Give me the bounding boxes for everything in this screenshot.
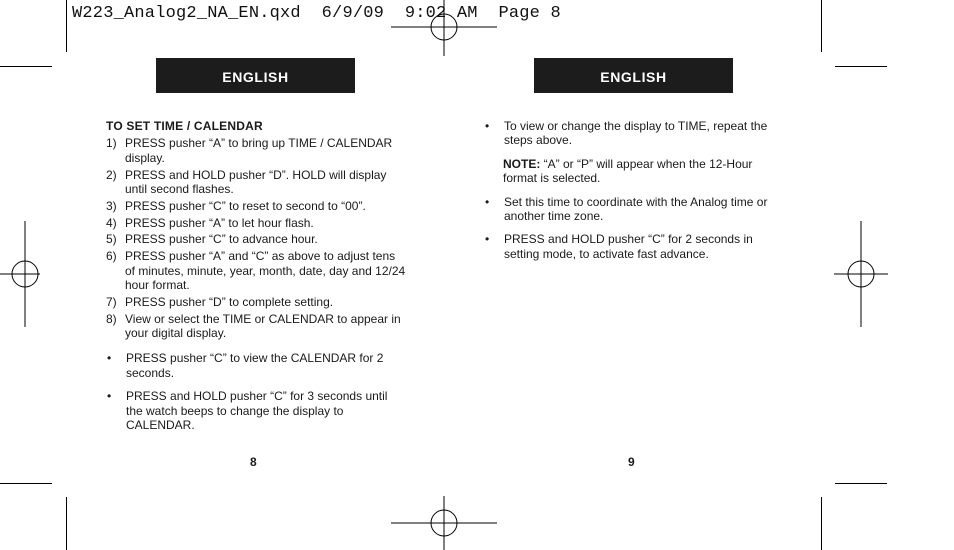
step-item — [106, 295, 406, 309]
step-number: 2) — [106, 167, 117, 182]
step-item — [106, 312, 406, 341]
step-number: 3) — [106, 198, 117, 213]
step-item — [106, 216, 406, 230]
right-language-label: ENGLISH — [600, 68, 667, 85]
right-language-header — [534, 58, 733, 93]
step-number: 7) — [106, 294, 117, 309]
step-number: 8) — [106, 311, 117, 326]
step-item — [106, 249, 406, 292]
step-item — [106, 199, 406, 213]
right-content — [484, 119, 784, 270]
note-paragraph — [503, 157, 784, 186]
step-text: View or select the TIME or CALENDAR to appear in your digital display. — [125, 311, 401, 341]
section-title: TO SET TIME / CALENDAR — [106, 119, 263, 133]
registration-mark-right — [834, 221, 888, 327]
bullet-text: Set this time to coordinate with the Analog time or another time zone. — [504, 194, 768, 224]
crop-mark-tl-vertical — [66, 0, 67, 52]
registration-mark-top — [391, 0, 497, 56]
step-text: PRESS pusher “A” to bring up TIME / CALENDAR display. — [125, 136, 393, 165]
right-page-number: 9 — [628, 455, 635, 469]
step-text: PRESS pusher “C” to reset to second to “00”. — [125, 198, 366, 213]
step-text: PRESS pusher “A” and “C” as above to adjust tens of minutes, minute, year, month, date, day and 12/24 hour format. — [125, 249, 406, 293]
crop-mark-bl-horizontal — [0, 483, 52, 484]
bullet-item — [484, 232, 784, 261]
crop-mark-tl-horizontal — [0, 66, 52, 67]
file-slug: W223_Analog2_NA_EN.qxd 6/9/09 9:02 AM Page 8 — [72, 4, 561, 23]
bullet-text: PRESS and HOLD pusher “C” for 2 seconds in setting mode, to activate fast advance. — [504, 232, 753, 261]
crop-mark-br-vertical — [821, 497, 822, 550]
bullet-text: PRESS and HOLD pusher “C” for 3 seconds until the watch beeps to change the display to CALENDAR. — [126, 389, 388, 433]
bullet-item — [484, 119, 784, 148]
step-text: PRESS and HOLD pusher “D”. HOLD will display until second flashes. — [125, 167, 387, 197]
step-text: PRESS pusher “C” to advance hour. — [125, 232, 318, 247]
bullet-icon: • — [107, 351, 112, 366]
registration-mark-left — [0, 221, 40, 327]
crop-mark-tr-vertical — [821, 0, 822, 52]
bullet-text: PRESS pusher “C” to view the CALENDAR for 2 seconds. — [126, 351, 384, 380]
bullet-item — [484, 195, 784, 224]
bullet-icon: • — [485, 119, 490, 133]
crop-mark-br-horizontal — [835, 483, 887, 484]
bullet-icon: • — [107, 389, 112, 404]
left-content — [106, 119, 406, 432]
step-item — [106, 136, 406, 165]
step-number: 5) — [106, 232, 117, 247]
step-number: 1) — [106, 136, 117, 151]
left-language-label: ENGLISH — [222, 68, 289, 85]
step-text: PRESS pusher “D” to complete setting. — [125, 294, 334, 309]
step-text: PRESS pusher “A” to let hour flash. — [125, 215, 314, 230]
registration-mark-bottom — [391, 496, 497, 550]
bullet-item — [106, 351, 406, 380]
step-number: 4) — [106, 215, 117, 230]
step-item — [106, 232, 406, 246]
crop-mark-bl-vertical — [66, 497, 67, 550]
note-text: “A” or “P” will appear when the 12-Hour format is selected. — [503, 156, 753, 186]
left-language-header — [156, 58, 355, 93]
crop-mark-tr-horizontal — [835, 66, 887, 67]
left-page-number: 8 — [250, 455, 257, 469]
step-number: 6) — [106, 249, 117, 264]
step-item — [106, 168, 406, 197]
note-label: NOTE: — [503, 156, 541, 171]
bullet-icon: • — [485, 232, 490, 247]
bullet-icon: • — [485, 194, 490, 209]
bullet-text: To view or change the display to TIME, repeat the steps above. — [504, 119, 768, 148]
bullet-item — [106, 389, 406, 432]
